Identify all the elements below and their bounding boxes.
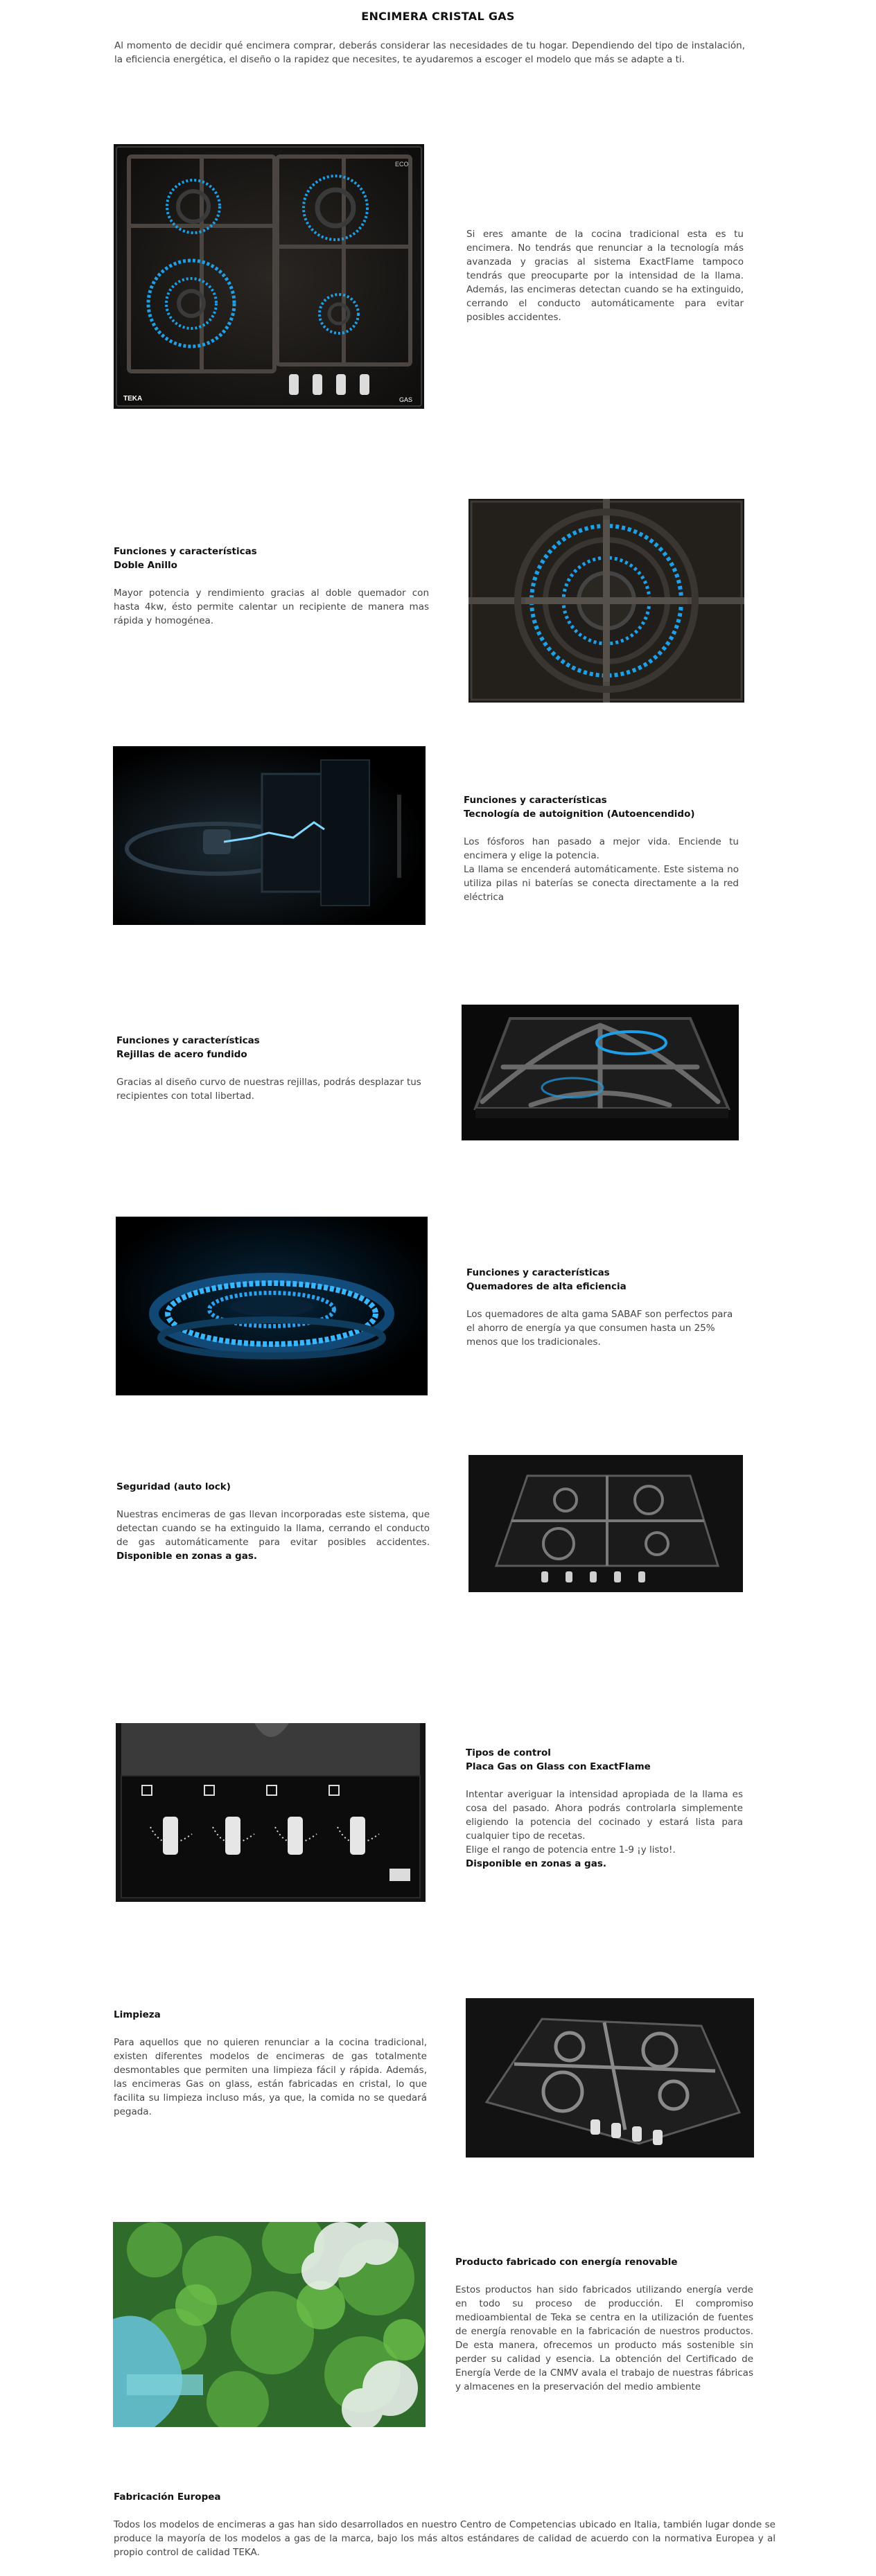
section-control	[466, 1746, 743, 1871]
cleaning-cooktop-image	[466, 1998, 754, 2158]
section-availability: Disponible en zonas a gas.	[466, 1858, 606, 1869]
section-text: Los fósforos han pasado a mejor vida. Enciende tu encimera y elige la potencia.	[464, 836, 739, 861]
autoignition-image	[113, 746, 426, 925]
section-text: Gracias al diseño curvo de nuestras rejillas, podrás desplazar tus recipientes con total libertad.	[116, 1077, 421, 1102]
safety-cooktop-image	[468, 1455, 743, 1592]
section-heading: Fabricación Europea	[114, 2491, 221, 2503]
section-grates	[116, 1034, 428, 1103]
section-heading: Funciones y características	[114, 546, 257, 557]
section-double-ring	[114, 545, 429, 628]
cast-iron-grates-image	[462, 1005, 739, 1140]
section-heading: Producto fabricado con energía renovable	[455, 2257, 678, 2268]
section-cleaning	[114, 2008, 427, 2119]
gas-badge: GAS	[399, 396, 413, 403]
section-burners	[466, 1266, 744, 1349]
section-heading: Funciones y características	[464, 795, 607, 806]
renewable-energy-image	[113, 2222, 426, 2427]
section-text: Los quemadores de alta gama SABAF son perfectos para el ahorro de energía ya que consumen hasta un 25% menos que los tradicionales.	[466, 1309, 733, 1348]
cooktop-product-image	[114, 144, 424, 409]
section-text-2: La llama se encenderá automáticamente. Este sistema no utiliza pilas ni baterías se conecta directamente a la red eléctrica	[464, 864, 739, 903]
section-subheading: Rejillas de acero fundido	[116, 1049, 247, 1060]
section-heading: Funciones y características	[116, 1035, 260, 1046]
section-autoignition	[464, 793, 739, 904]
burner-flame-image	[116, 1217, 428, 1395]
intro-text: Al momento de decidir qué encimera comprar, deberás considerar las necesidades de tu hogar. Dependiendo del tipo de instalación, la eficiencia energética, el diseño o la rapidez que necesites, te ayudaremos a escoger el modelo que más se adapte a ti.	[114, 40, 745, 65]
section-heading: Limpieza	[114, 2009, 161, 2020]
control-knobs-image	[116, 1723, 426, 1902]
section-text: Para aquellos que no quieren renunciar a la cocina tradicional, existen diferentes modelos de encimeras de gas totalmente desmontables que permiten una limpieza fácil y rápida. Además, las encimeras Gas on glass, están fabricadas en cristal, lo que facilita su limpieza incluso más, ya que, la comida no se quedará pegada.	[114, 2037, 427, 2117]
section-text: Mayor potencia y rendimiento gracias al doble quemador con hasta 4kw, ésto permite calentar un recipiente de manera mas rápida y homogénea.	[114, 588, 429, 626]
section-subheading: Placa Gas on Glass con ExactFlame	[466, 1761, 651, 1772]
section-heading: Tipos de control	[466, 1747, 551, 1758]
brand-logo: TEKA	[123, 395, 143, 403]
section-european	[114, 2490, 776, 2559]
section-heading: Seguridad (auto lock)	[116, 1481, 231, 1492]
section-heading: Funciones y características	[466, 1267, 610, 1278]
section-safety	[116, 1480, 430, 1563]
section-subheading: Tecnología de autoignition (Autoencendido)	[464, 809, 695, 820]
section-text-2: Elige el rango de potencia entre 1-9 ¡y listo!.	[466, 1844, 676, 1855]
section-subheading: Quemadores de alta eficiencia	[466, 1281, 627, 1292]
section-text	[116, 1508, 430, 1563]
section-subheading: Doble Anillo	[114, 560, 177, 571]
section-text: Intentar averiguar la intensidad apropiada de la llama es cosa del pasado. Ahora podrás controlarla simplemente eligiendo la potencia del cocinado y estará lista para cualquier tipo de recetas.	[466, 1789, 743, 1842]
section-text: Todos los modelos de encimeras a gas han sido desarrollados en nuestro Centro de Competencias ubicado en Italia, también lugar donde se produce la mayoría de los modelos a gas de la marca, bajo los más altos estándares de calidad de acuerdo con la normativa Europea y al propio control de calidad TEKA.	[114, 2519, 776, 2558]
section-text: Estos productos han sido fabricados utilizando energía verde en todo su proceso de producción. El compromiso medioambiental de Teka se centra en la utilización de fuentes de energía renovable en la fabricación de nuestros productos. De esta manera, ofrecemos un producto más sostenible sin perder su calidad y esencia. La obtención del Certificado de Energía Verde de la CNMV avala el trabajo de nuestras fábricas y almacenes en la preservación del medio ambiente	[455, 2284, 753, 2392]
double-ring-burner-image	[468, 499, 744, 703]
section-renewable	[455, 2255, 753, 2394]
page-title: ENCIMERA CRISTAL GAS	[361, 10, 515, 23]
section-availability: Disponible en zonas a gas.	[116, 1551, 257, 1562]
section-intro-text: Si eres amante de la cocina tradicional esta es tu encimera. No tendrás que renunciar a la tecnología más avanzada y gracias al sistema ExactFlame tampoco tendrás que preocuparte por la intensidad de la llama. Además, las encimeras detectan cuando se ha extinguido, cerrando el conducto automáticamente para evitar posibles accidentes.	[466, 229, 744, 323]
section-text-body: Nuestras encimeras de gas llevan incorporadas este sistema, que detectan cuando se ha extinguido la llama, cerrando el conducto de gas automáticamente para evitar posibles accidentes.	[116, 1509, 430, 1548]
eco-badge: ECO	[395, 161, 409, 168]
